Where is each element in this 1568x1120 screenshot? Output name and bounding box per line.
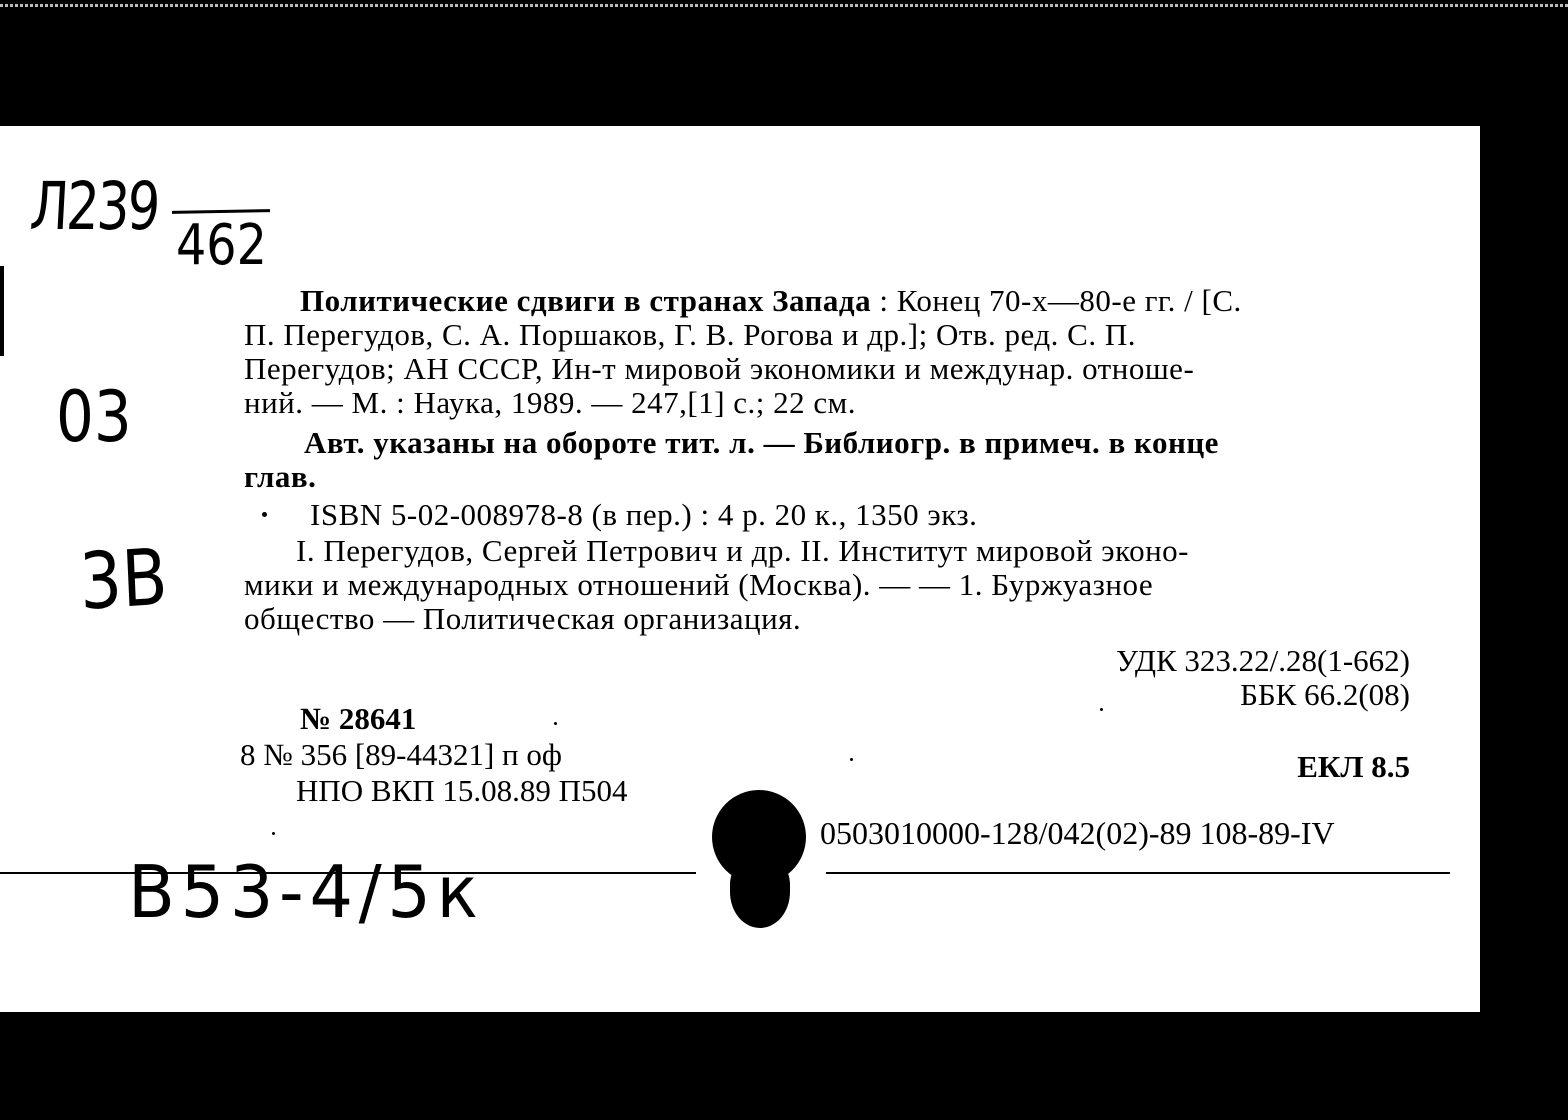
handwritten-bottom-code: В53-4/5к xyxy=(128,850,484,934)
entry-authors-line: П. Перегудов, С. А. Поршаков, Г. В. Рогова и др.]; Отв. ред. С. П. xyxy=(244,317,1136,352)
bbk-code: ББК 66.2(08) xyxy=(1240,677,1410,712)
entry-title-rest: : Конец 70-х—80-е гг. / [С. xyxy=(871,283,1242,318)
entry-note-line-1: Авт. указаны на обороте тит. л. — Библиогр. в примеч. в конце xyxy=(304,425,1219,460)
catalog-card xyxy=(0,126,1480,1012)
card-edge-mark xyxy=(0,266,4,356)
npo-line: НПО ВКП 15.08.89 П504 xyxy=(296,773,628,808)
scan-border-top xyxy=(0,4,1568,7)
entry-title-line xyxy=(300,284,1242,318)
entry-imprint-line: ний. — М. : Наука, 1989. — 247,[1] с.; 22 см. xyxy=(244,385,857,420)
udk-code: УДК 323.22/.28(1-662) xyxy=(1116,643,1410,678)
speck xyxy=(850,758,853,761)
card-number: № 28641 xyxy=(300,701,417,736)
entry-tracing-line-2: мики и международных отношений (Москва). — — 1. Буржуазное xyxy=(244,567,1154,602)
entry-tracing-line-3: общество — Политическая организация. xyxy=(244,601,802,636)
ekl-code: ЕКЛ 8.5 xyxy=(1297,749,1410,784)
handwritten-mark-03: 03 xyxy=(56,376,132,458)
classification-code: 0503010000-128/042(02)-89 108-89-IV xyxy=(820,815,1335,851)
entry-tracing-line-1: I. Перегудов, Сергей Петрович и др. II. Институт мировой эконо- xyxy=(296,533,1190,568)
entry-title: Политические сдвиги в странах Запада xyxy=(300,283,872,318)
speck xyxy=(1100,708,1103,711)
speck xyxy=(272,832,275,835)
bullet-dot xyxy=(262,512,267,517)
speck xyxy=(554,722,557,725)
handwritten-mark-3v: 3В xyxy=(77,532,170,628)
handwritten-call-number-sub: 462 xyxy=(176,213,267,278)
handwritten-call-number: Л239 xyxy=(28,168,160,245)
punch-hole-tail xyxy=(730,856,790,928)
entry-note-line-2: глав. xyxy=(244,459,317,494)
entry-publisher-line: Перегудов; АН СССР, Ин-т мировой экономики и междунар. отноше- xyxy=(244,351,1195,386)
bottom-rule-right xyxy=(826,872,1450,874)
entry-isbn-line: ISBN 5-02-008978-8 (в пер.) : 4 р. 20 к., 1350 экз. xyxy=(310,497,978,532)
order-number: 8 № 356 [89-44321] п оф xyxy=(240,737,562,772)
